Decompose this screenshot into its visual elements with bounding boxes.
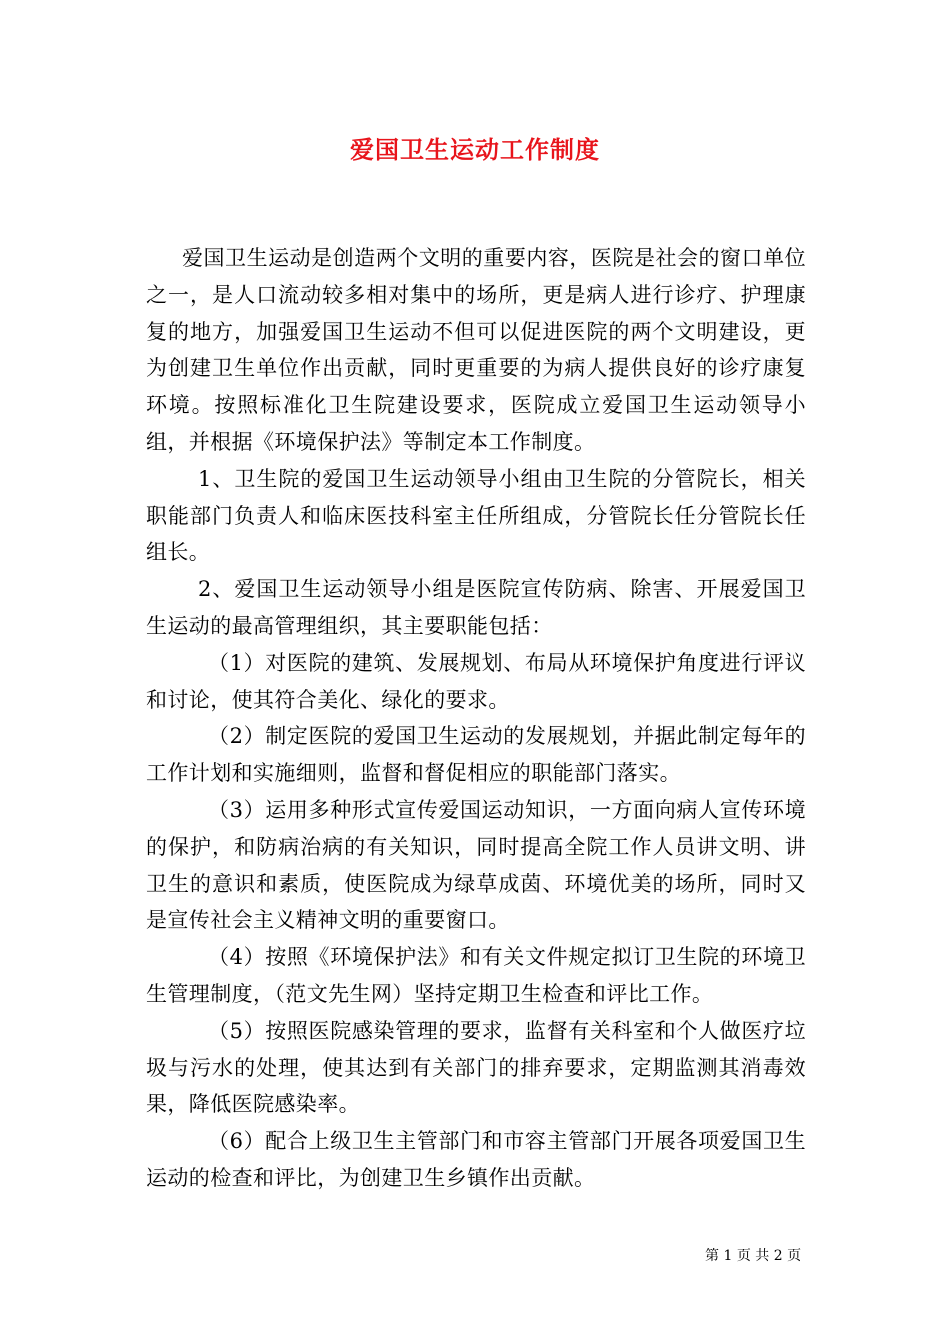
footer-middle: 页 共	[736, 1248, 770, 1264]
page-number-footer	[705, 1247, 801, 1265]
intro-paragraph: 爱国卫生运动是创造两个文明的重要内容，医院是社会的窗口单位之一，是人口流动较多相对集中的场所，更是病人进行诊疗、护理康复的地方，加强爱国卫生运动不但可以促进医院的两个文明建设，更为创建卫生单位作出贡献，同时更重要的为病人提供良好的诊疗康复环境。按照标准化卫生院建设要求，医院成立爱国卫生运动领导小组，并根据《环境保护法》等制定本工作制度。	[146, 246, 806, 454]
duty-item-2: （2）制定医院的爱国卫生运动的发展规划，并据此制定每年的工作计划和实施细则，监督和督促相应的职能部门落实。	[146, 724, 806, 786]
duty-item-4: （4）按照《环境保护法》和有关文件规定拟订卫生院的环境卫生管理制度，（范文先生网）坚持定期卫生检查和评比工作。	[146, 945, 806, 1006]
footer-suffix: 页	[787, 1248, 802, 1264]
clause-2-paragraph: 2、爱国卫生运动领导小组是医院宣传防病、除害、开展爱国卫生运动的最高管理组织，其主要职能包括：	[146, 577, 806, 638]
footer-prefix: 第	[705, 1248, 719, 1264]
duty-item-5: （5）按照医院感染管理的要求，监督有关科室和个人做医疗垃圾与污水的处理，使其达到有关部门的排弃要求，定期监测其消毒效果，降低医院感染率。	[146, 1018, 806, 1117]
document-body	[146, 240, 806, 1197]
duty-item-1: （1）对医院的建筑、发展规划、布局从环境保护角度进行评议和讨论，使其符合美化、绿化的要求。	[146, 650, 806, 712]
document-title: 爱国卫生运动工作制度	[350, 135, 600, 164]
duty-item-3: （3）运用多种形式宣传爱国运动知识，一方面向病人宣传环境的保护，和防病治病的有关知识，同时提高全院工作人员讲文明、讲卫生的意识和素质，使医院成为绿草成茵、环境优美的场所，同时又是宣传社会主义精神文明的重要窗口。	[146, 797, 806, 933]
footer-total-pages: 2	[773, 1248, 783, 1264]
duty-item-6: （6）配合上级卫生主管部门和市容主管部门开展各项爱国卫生运动的检查和评比，为创建卫生乡镇作出贡献。	[146, 1129, 806, 1190]
clause-1-paragraph: 1、卫生院的爱国卫生运动领导小组由卫生院的分管院长，相关职能部门负责人和临床医技科室主任所组成，分管院长任分管院长任组长。	[146, 466, 806, 565]
footer-current-page: 1	[723, 1248, 733, 1264]
